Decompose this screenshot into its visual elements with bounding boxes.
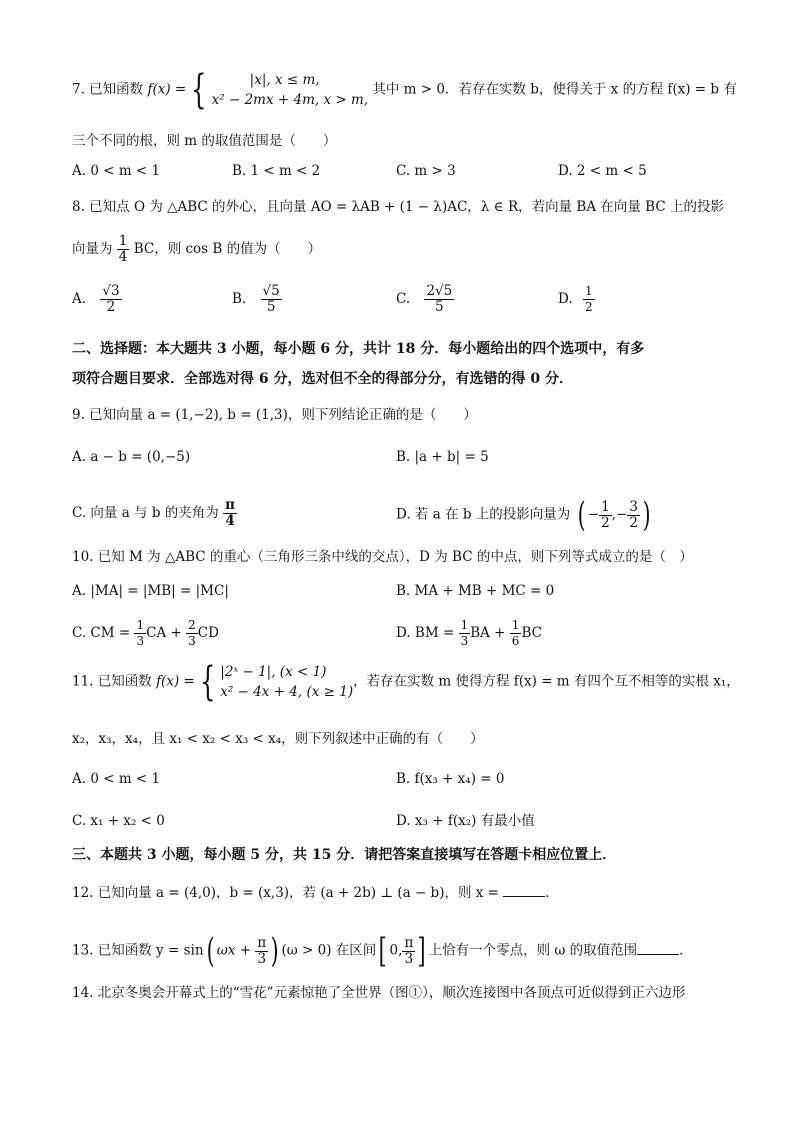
q13-inner: ωx + [216,942,252,959]
q7-option-d: D. 2 < m < 5 [558,163,647,179]
q8-option-d-den: 2 [584,300,593,314]
q8-option-b-den: 5 [266,299,276,315]
q8-option-a-num: √3 [102,283,120,299]
q7-left-brace: { [191,67,207,113]
q10-option-d-pre: D. BM = [396,625,455,641]
q9-stem: 9. 已知向量 a = (1,−2), b = (1,3)，则下列结论正确的是（ ） [72,407,477,423]
q8-option-d-label: D. [558,291,573,307]
q13-inner-frac [255,936,268,967]
q8-stem-a: 8. 已知点 O 为 △ABC 的外心，且向量 AO = λAB + (1 − λ)AC，λ ∈ R，若向量 BA 在向量 BC 上的投影 [72,199,724,215]
q9-option-d-text: D. 若 a 在 b 上的投影向量为 [396,506,571,523]
question-7-line-1 [72,67,737,113]
q11-stem-c: x₂，x₃，x₄，且 x₁ < x₂ < x₃ < x₄，则下列叙述中正确的有（ ） [72,731,484,747]
q13-rparen: ) [270,931,279,971]
question-8-line-2 [72,234,321,265]
q10-option-d [396,618,542,649]
q11-option-a: A. 0 < m < 1 [72,771,161,787]
q10-option-d-den-1: 3 [460,634,469,648]
q9-option-c-frac [223,498,237,529]
q7-option-c: C. m > 3 [396,163,456,179]
q14-stem: 14. 北京冬奥会开幕式上的“雪花”元素惊艳了全世界（图①），顺次连接图中各顶点可近似得到正六边形 [72,985,686,1001]
q13-lparen: ( [206,931,215,971]
q7-option-b: B. 1 < m < 2 [232,163,321,179]
q8-option-b-frac [261,284,282,315]
q11-piece-2: x² − 4x + 4, (x ≥ 1) [220,684,354,700]
q9-option-d-lparen: ( [577,495,586,535]
q8-option-c-num: 2√5 [426,283,453,299]
q7-piece-1: |x|, x ≤ m, [249,72,320,88]
q8-option-d-frac [583,284,595,315]
q8-option-b [232,284,282,315]
q8-fraction-den: 4 [118,249,128,265]
q10-option-c-mid: CA + [146,625,182,641]
section-2-heading-line-2: 项符合题目要求．全部选对得 6 分，选对但不全的得部分分，有选错的得 0 分． [72,371,573,387]
q13-pre: 13. 已知函数 y = sin [72,942,204,959]
q11-stem-b: ，若存在实数 m 使得方程 f(x) = m 有四个互不相等的实根 x₁， [353,673,740,690]
q9-option-c-num: π [225,497,235,513]
question-13 [72,931,693,971]
q11-left-brace: { [199,659,216,705]
q10-option-c [72,618,219,649]
q13-post: 上恰有一个零点，则 ω 的取值范围 [428,942,638,959]
section-3-heading: 三、本题共 3 小题，每小题 5 分，共 15 分．请把答案直接填写在答题卡相应位置上． [72,847,617,863]
q8-option-a-label: A. [72,291,87,307]
q10-option-c-den-1: 3 [136,634,145,648]
q10-option-b: B. MA + MB + MC = 0 [396,583,555,599]
q8-option-a-frac [100,284,121,315]
q8-option-c [396,284,454,315]
q10-option-c-pre: C. CM = [72,625,131,641]
q9-option-d-num-1: 1 [601,498,610,515]
q9-option-b: B. |a + b| = 5 [396,449,489,465]
q10-option-d-den-2: 6 [511,634,520,648]
q9-option-c-den: 4 [225,513,235,529]
q7-function-name: f(x) = [147,81,187,98]
q11-option-c: C. x₁ + x₂ < 0 [72,813,165,829]
q10-option-d-frac-2 [510,618,522,649]
section-2-heading-line-1: 二、选择题：本大题共 3 小题，每小题 6 分，共计 18 分．每小题给出的四个选项中，有多 [72,341,645,357]
q9-option-d-frac-2 [627,500,640,531]
question-11-line-1 [72,659,740,705]
q8-option-c-frac [424,284,454,315]
q8-stem-b-pre: 向量为 [72,241,113,257]
q11-stem-a: 11. 已知函数 [72,673,152,690]
q13-interval-frac [402,936,415,967]
q10-option-d-num-2: 1 [511,618,520,632]
q13-interval-left: 0, [389,942,403,959]
q7-stem-b: 其中 m > 0．若存在实数 b，使得关于 x 的方程 f(x) = b 有 [372,81,737,98]
q9-option-d-frac-1 [599,500,612,531]
q9-option-d: D. 若 a 在 b 上的投影向量为 ( − $\frac{1}{2}$ ,− $\frac{3}{2}$ ) [396,495,651,535]
q7-stem-c: 三个不同的根，则 m 的取值范围是（ ） [72,133,337,149]
q11-option-b: B. f(x₃ + x₄) = 0 [396,771,505,787]
q10-stem: 10. 已知 M 为 △ABC 的重心（三角形三条中线的交点），D 为 BC 的中点，则下列等式成立的是（ ） [72,549,693,565]
q9-option-a: A. a − b = (0,−5) [72,449,191,465]
q11-function-name: f(x) = [156,673,195,690]
q13-rbracket: ] [417,931,426,971]
q12-answer-blank[interactable] [503,884,545,897]
q10-option-c-num-2: 2 [188,618,196,632]
q8-option-b-num: √5 [262,283,280,299]
q13-inner-num: π [257,934,267,951]
q10-option-c-frac-1 [134,618,146,649]
q12-stem: 12. 已知向量 a = (4,0)，b = (x,3)，若 (a + 2b) ⊥ (a − b)，则 x = [72,885,499,901]
q10-option-d-frac-1 [459,618,471,649]
q7-stem-a: 7. 已知函数 [72,81,144,98]
q8-option-d [558,284,595,315]
q10-option-c-frac-2 [186,618,198,649]
q13-answer-blank[interactable] [637,942,679,955]
q10-option-d-post: BC [521,625,542,641]
q12-stem-end: ． [545,885,559,901]
q13-lbracket: [ [378,931,387,971]
q10-option-c-num-1: 1 [136,618,145,632]
q9-option-d-num-2: 3 [629,498,638,515]
q8-stem-b-post: BC，则 cos B 的值为（ ） [133,241,322,257]
q7-piecewise [212,70,368,110]
q9-option-d-rparen: ) [642,495,651,535]
q8-fraction-num: 1 [118,233,128,249]
q8-option-c-den: 5 [435,299,444,315]
q10-option-c-post: CD [197,625,219,641]
q8-option-b-label: B. [232,291,247,307]
q13-inner-den: 3 [257,950,267,967]
q13-mid: (ω > 0) 在区间 [281,942,377,959]
q8-option-a [72,284,122,315]
q10-option-a: A. |MA| = |MB| = |MC| [72,583,229,599]
q13-interval-num: π [404,934,414,951]
q7-piece-2: x² − 2mx + 4m, x > m, [211,92,369,108]
q10-option-c-den-2: 3 [188,634,196,648]
question-12 [72,884,559,902]
q9-option-d-den-2: 2 [629,514,638,531]
q8-option-a-den: 2 [106,299,116,315]
q9-option-c-text: C. 向量 a 与 b 的夹角为 [72,505,219,521]
q10-option-d-mid: BA + [470,625,506,641]
q11-option-d: D. x₃ + f(x₂) 有最小值 [396,813,535,829]
q11-piece-1: |2ˣ − 1|, (x < 1) [220,664,327,680]
q11-piecewise [220,662,353,702]
q10-option-d-num-1: 1 [460,618,469,632]
q9-option-d-den-1: 2 [601,514,610,531]
q13-end: ． [679,942,693,959]
q8-fraction [117,234,130,265]
q8-option-c-label: C. [396,291,411,307]
q8-option-d-num: 1 [584,284,593,298]
q7-option-a: A. 0 < m < 1 [72,163,161,179]
q13-interval-den: 3 [404,950,414,967]
q9-option-c [72,498,237,529]
